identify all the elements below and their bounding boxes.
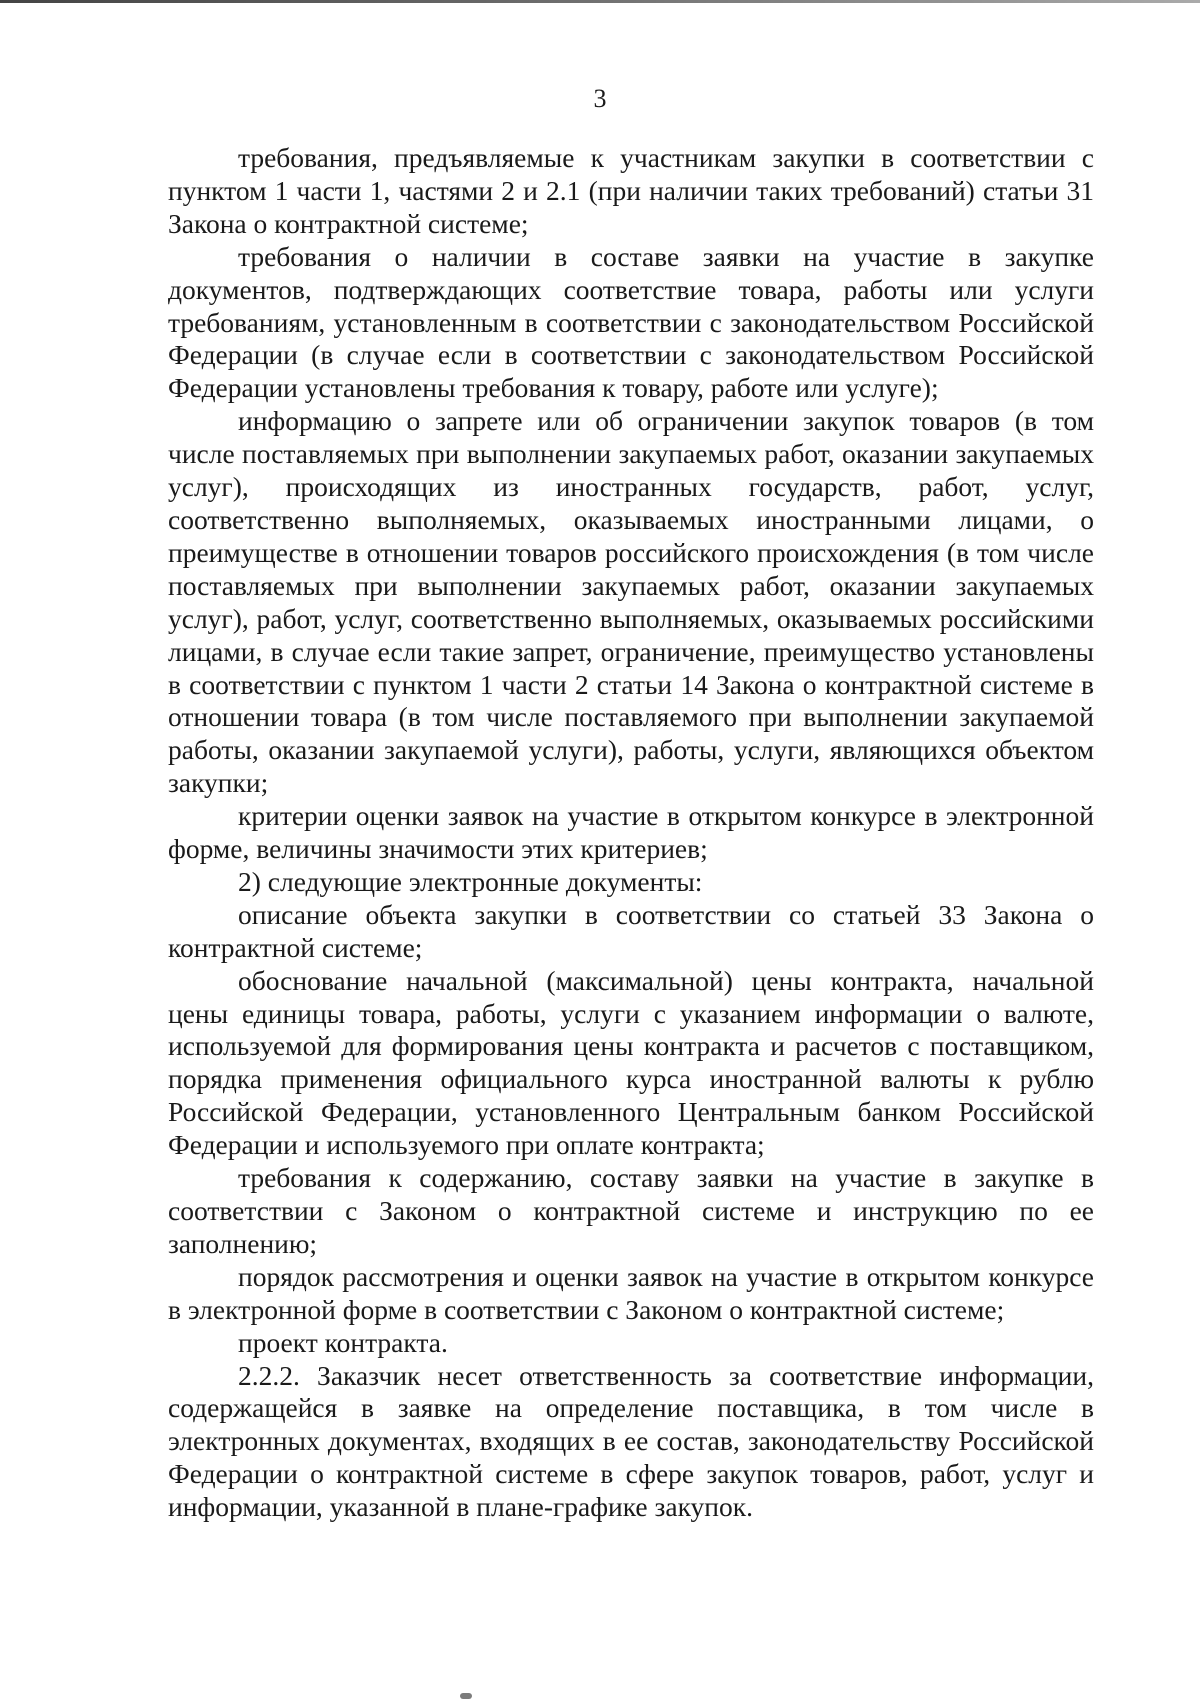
paragraph-price-justification: обоснование начальной (максимальной) цены контракта, начальной цены единицы товара, работы, услуги с указанием информации о валюте, используемой для формирования цены контракта и расчетов с поставщиком, порядка применения официального курса иностранной валюты к рублю Российской Федерации, установленного Центральным банком Российской Федерации и используемого при оплате контракта; bbox=[168, 964, 1094, 1161]
paragraph-draft-contract: проект контракта. bbox=[238, 1326, 448, 1358]
document-body bbox=[168, 142, 1094, 1524]
scan-edge bbox=[0, 0, 1200, 3]
paragraph-review-procedure: порядок рассмотрения и оценки заявок на участие в открытом конкурсе в электронной форме в соответствии с Законом о контрактной системе; bbox=[168, 1260, 1094, 1325]
paragraph-application-content: требования к содержанию, составу заявки на участие в закупке в соответствии с Законом о контрактной системе и инструкцию по ее заполнению; bbox=[168, 1162, 1094, 1259]
paragraph-object-description: описание объекта закупки в соответствии со статьей 33 Закона о контрактной системе; bbox=[168, 898, 1094, 963]
paragraph-evaluation-criteria: критерии оценки заявок на участие в открытом конкурсе в электронной форме, величины значимости этих критериев; bbox=[168, 800, 1094, 865]
page-number: 3 bbox=[593, 84, 607, 113]
paragraph-import-restrictions: информацию о запрете или об ограничении закупок товаров (в том числе поставляемых при выполнении закупаемых работ, оказании закупаемых услуг), происходящих из иностранных государств, работ, услуг, соответственно выполняемых, оказываемых иностранными лицами, о преимуществе в отношении товаров российского происхождения (в том числе поставляемых при выполнении закупаемых работ, оказании закупаемых услуг), работ, услуг, соответственно выполняемых, оказываемых российскими лицами, в случае если такие запрет, ограничение, преимущество установлены в соответствии с пунктом 1 части 2 статьи 14 Закона о контрактной системе в отношении товара (в том числе поставляемого при выполнении закупаемой работы, оказании закупаемой услуги), работы, услуги, являющихся объектом закупки; bbox=[168, 405, 1094, 799]
scan-mark bbox=[460, 1693, 472, 1699]
paragraph-electronic-documents: 2) следующие электронные документы: bbox=[238, 865, 703, 897]
paragraph-conformity-documents: требования о наличии в составе заявки на участие в закупке документов, подтверждающих соответствие товара, работы или услуги требованиям, установленным в соответствии с законодательством Российской Федерации (в случае если в соответствии с законодательством Российской Федерации установлены требования к товару, работе или услуге); bbox=[168, 240, 1094, 404]
paragraph-participant-requirements: требования, предъявляемые к участникам закупки в соответствии с пунктом 1 части 1, частями 2 и 2.1 (при наличии таких требований) статьи 31 Закона о контрактной системе; bbox=[168, 142, 1094, 239]
paragraph-customer-responsibility: 2.2.2. Заказчик несет ответственность за соответствие информации, содержащейся в заявке на определение поставщика, в том числе в электронных документах, входящих в ее состав, законодательству Российской Федерации о контрактной системе в сфере закупок товаров, работ, услуг и информации, указанной в плане-графике закупок. bbox=[168, 1359, 1094, 1523]
